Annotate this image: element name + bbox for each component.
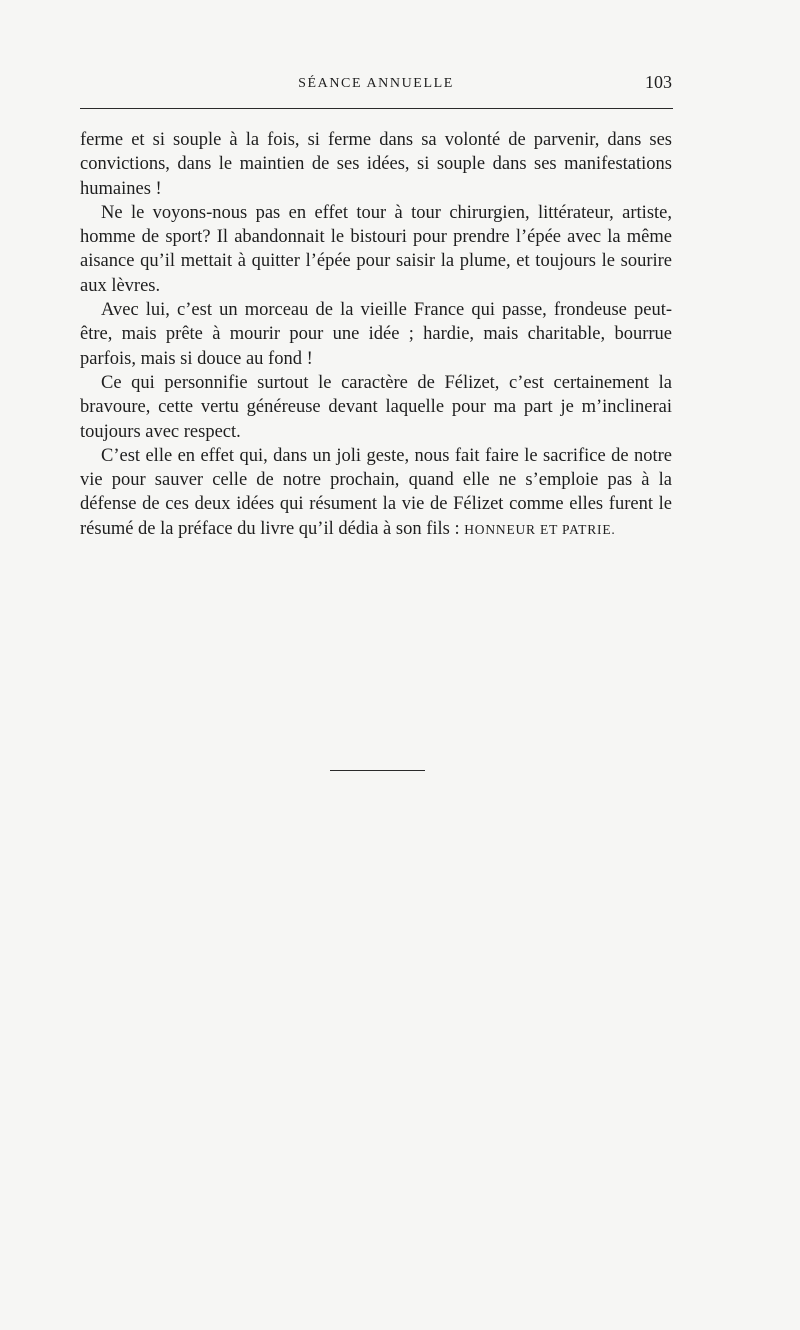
paragraph-final-text: C’est elle en effet qui, dans un joli geste, nous fait faire le sacrifice de notre vie pour sauver celle de notre prochain, quand elle ne s’emploie pas à la défense de ces deux idées qui résument la vie de Félizet comme elles furent le résumé de la préface du livre qu’il dédia à son fils :: [80, 445, 672, 539]
end-rule: [330, 770, 425, 771]
paragraph-final: [80, 444, 672, 542]
running-head: [80, 72, 672, 96]
page-number: 103: [645, 72, 672, 92]
paragraph: Ne le voyons-nous pas en effet tour à tour chirurgien, littérateur, artiste, homme de sport? Il abandonnait le bistouri pour prendre l’épée avec la même aisance qu’il mettait à quitter l’épée pour saisir la plume, et toujours le sourire aux lèvres.: [80, 202, 672, 296]
paragraph: Avec lui, c’est un morceau de la vieille France qui passe, frondeuse peut-être, mais prête à mourir pour une idée ; hardie, mais charitable, bourrue parfois, mais si douce au fond !: [80, 300, 672, 369]
header-rule: [80, 108, 673, 109]
paragraph: Ce qui personnifie surtout le caractère de Félizet, c’est certainement la bravoure, cette vertu généreuse devant laquelle pour ma part je m’inclinerai toujours avec respect.: [80, 372, 672, 442]
body-text: [80, 128, 672, 542]
paragraph-continuation: ferme et si souple à la fois, si ferme dans sa volonté de parvenir, dans ses convictions, dans le maintien de ses idées, si souple dans ses manifestations humaines !: [80, 130, 672, 199]
motto-smallcaps: HONNEUR ET PATRIE.: [464, 521, 616, 537]
running-title: SÉANCE ANNUELLE: [298, 76, 454, 91]
